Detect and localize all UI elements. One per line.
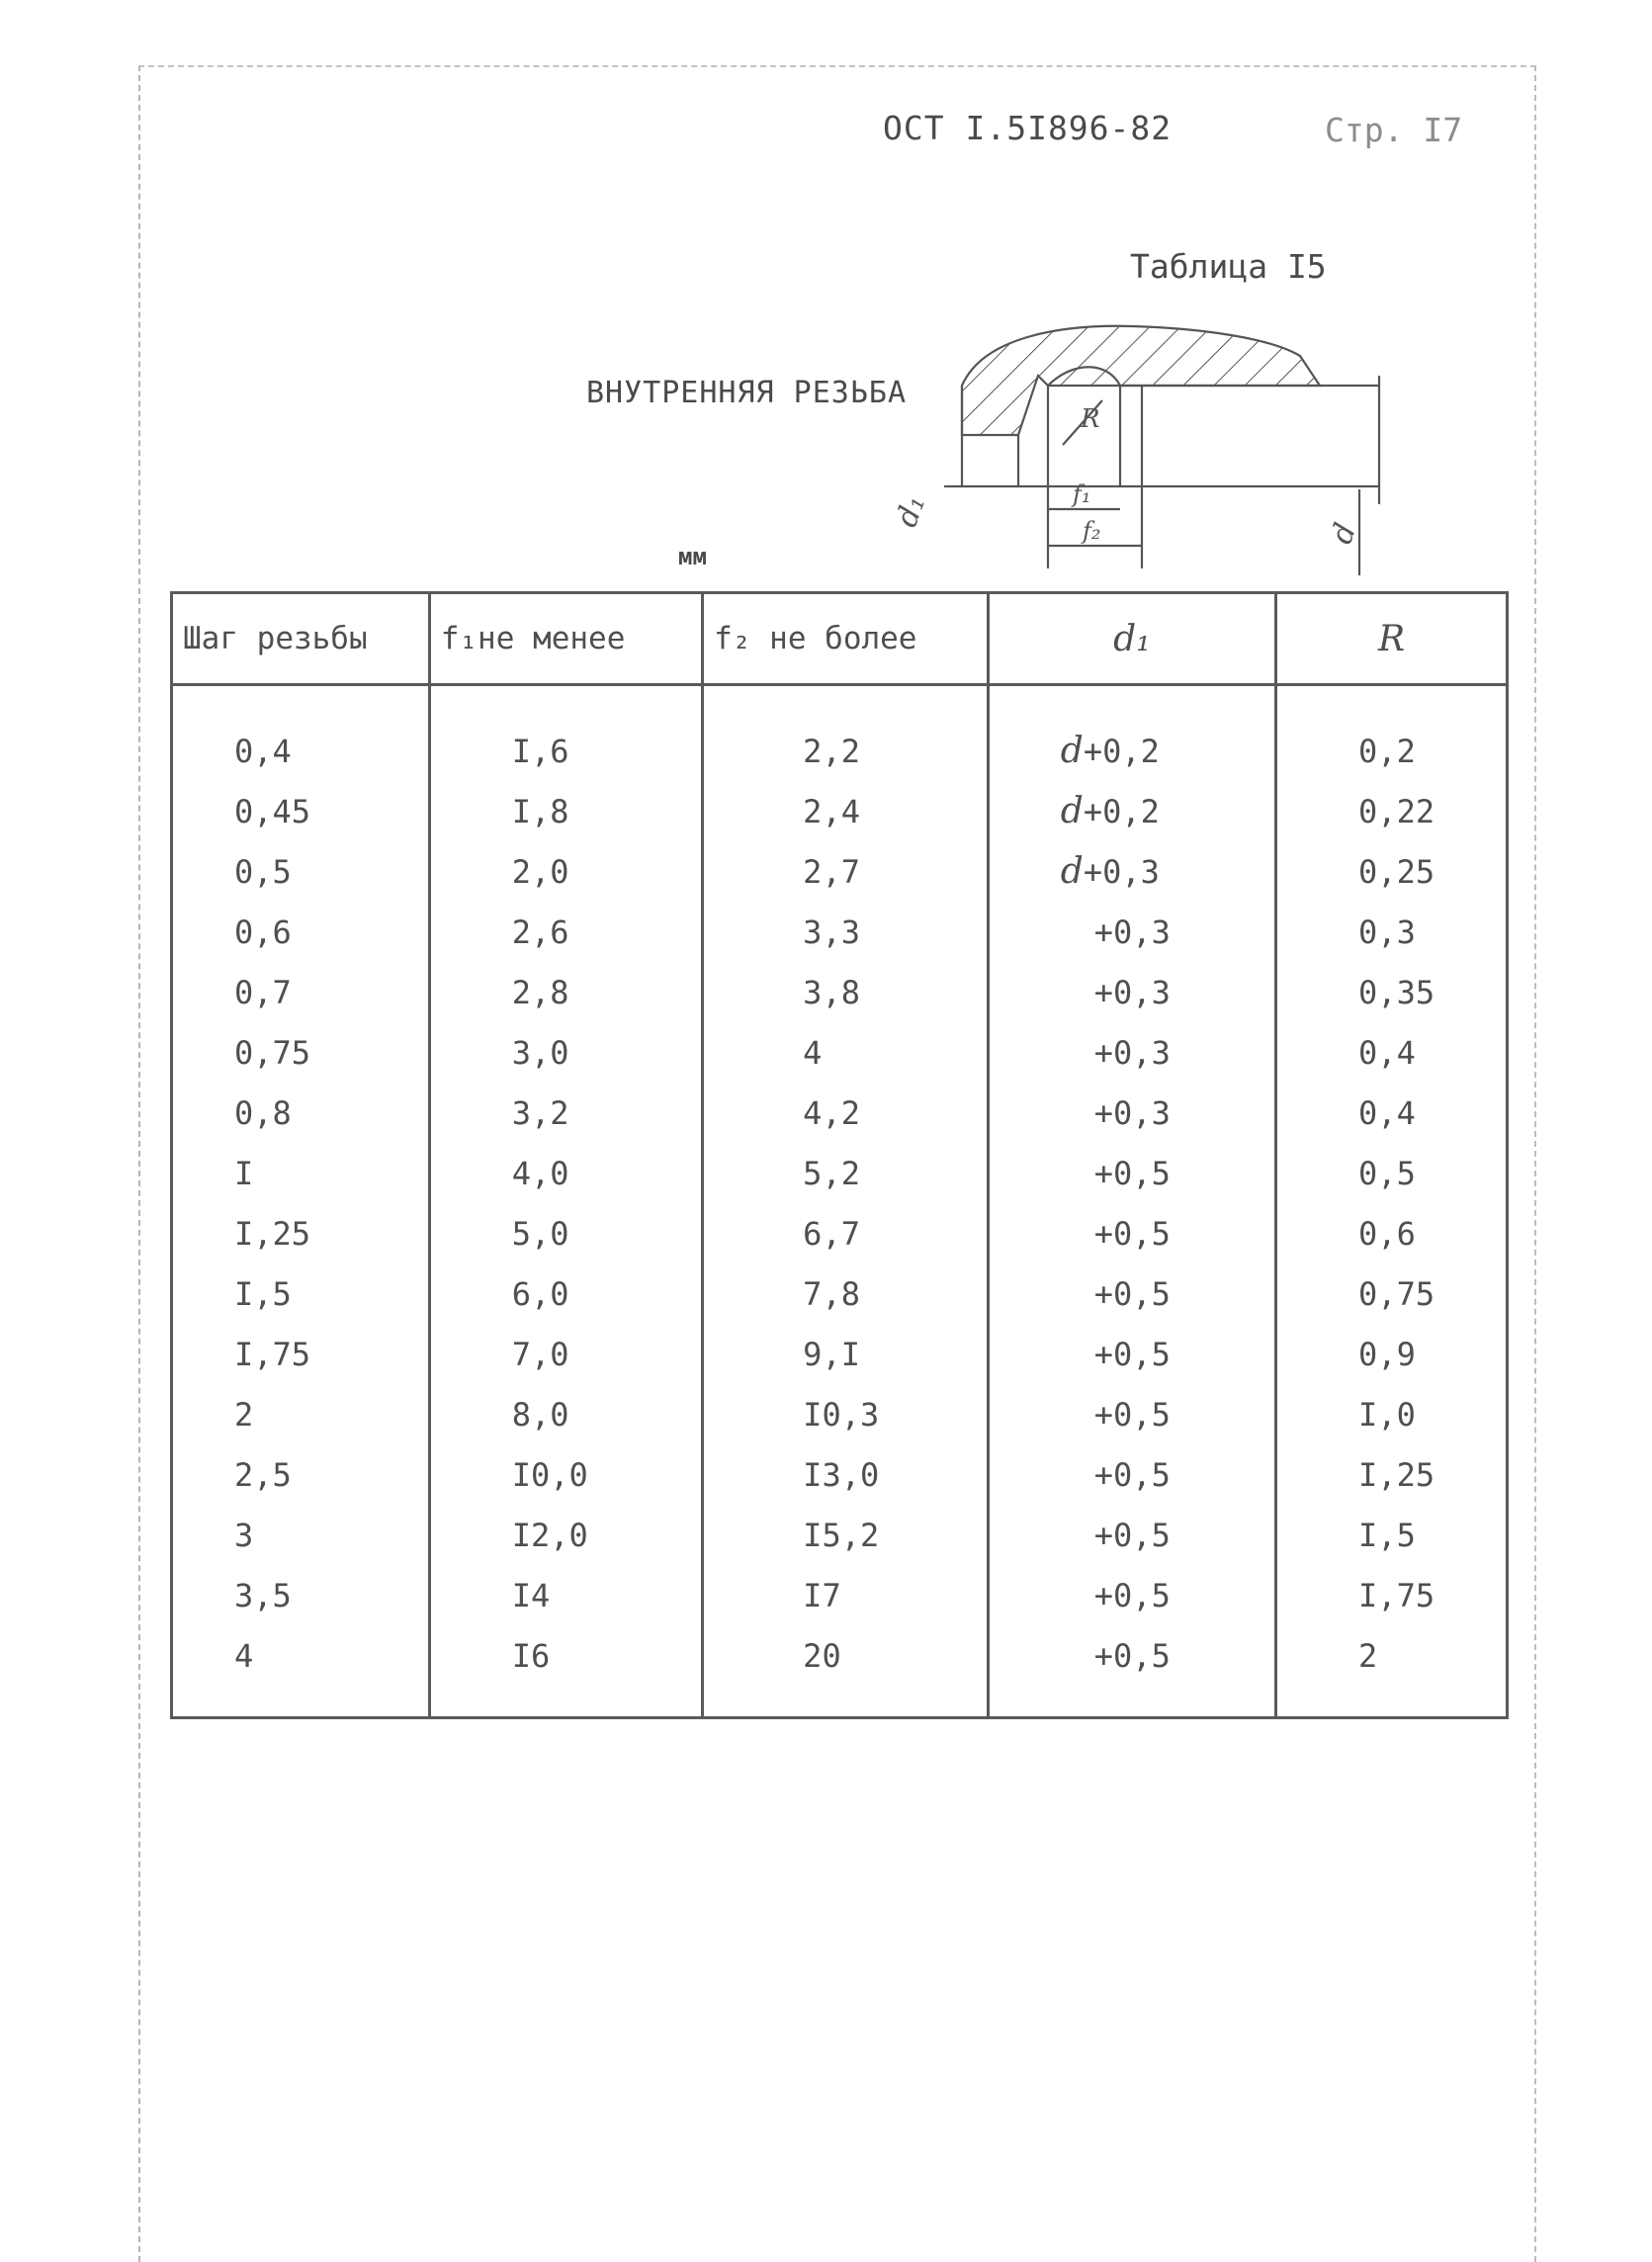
table-row [172, 962, 1508, 1022]
cell-d1-symbol: d [1060, 791, 1084, 831]
cell-pitch: 0,6 [172, 902, 430, 962]
cell-f2: 20 [703, 1625, 989, 1718]
cell-d1-value: +0,3 [1093, 1033, 1171, 1072]
cell-r: I,0 [1276, 1384, 1508, 1444]
cell-f1: 2,0 [429, 841, 702, 902]
dim-f2-label: f₂ [1083, 517, 1101, 545]
cell-d1-value: +0,3 [1093, 973, 1171, 1011]
cell-pitch: 0,7 [172, 962, 430, 1022]
cell-r: 0,22 [1276, 781, 1508, 841]
cell-d1-value: +0,3 [1093, 913, 1171, 951]
cell-pitch: 3 [172, 1505, 430, 1565]
cell-pitch: 0,45 [172, 781, 430, 841]
table-title: Таблица I5 [1130, 247, 1327, 286]
cell-r: 0,5 [1276, 1143, 1508, 1203]
cell-f1: 6,0 [429, 1263, 702, 1324]
header-d1 [988, 593, 1275, 685]
dim-d1-label: d₁ [889, 490, 933, 532]
cell-f1: I4 [429, 1565, 702, 1625]
cell-d1 [988, 841, 1275, 902]
cell-r: 0,4 [1276, 1022, 1508, 1083]
cell-f2: I0,3 [703, 1384, 989, 1444]
table-row [172, 1324, 1508, 1384]
cell-d1-value: +0,2 [1083, 733, 1160, 770]
cell-r: 2 [1276, 1625, 1508, 1718]
cell-d1-value: +0,3 [1093, 1093, 1171, 1132]
cell-r: I,25 [1276, 1444, 1508, 1505]
table-row [172, 1083, 1508, 1143]
cell-d1-value: +0,5 [1093, 1214, 1171, 1253]
cell-r: 0,25 [1276, 841, 1508, 902]
cell-f2: 2,7 [703, 841, 989, 902]
cell-r: 0,9 [1276, 1324, 1508, 1384]
table-row [172, 685, 1508, 782]
cell-pitch: I,25 [172, 1203, 430, 1263]
cell-d1 [988, 1143, 1275, 1203]
cell-f1: I,6 [429, 685, 702, 782]
cell-d1 [988, 962, 1275, 1022]
table-row [172, 781, 1508, 841]
cell-f2: 4 [703, 1022, 989, 1083]
cell-f2: I3,0 [703, 1444, 989, 1505]
drawing-label: ВНУТРЕННЯЯ РЕЗЬБА [586, 376, 908, 410]
cell-pitch: I,75 [172, 1324, 430, 1384]
table-row [172, 1203, 1508, 1263]
cell-d1 [988, 1203, 1275, 1263]
table-row [172, 1625, 1508, 1718]
cell-f2: 6,7 [703, 1203, 989, 1263]
table-body [172, 685, 1508, 1718]
cell-f1: 3,2 [429, 1083, 702, 1143]
header-r [1276, 593, 1508, 685]
cell-d1 [988, 1263, 1275, 1324]
cell-r: 0,6 [1276, 1203, 1508, 1263]
cell-pitch: 0,8 [172, 1083, 430, 1143]
table-row [172, 1263, 1508, 1324]
cell-d1 [988, 1083, 1275, 1143]
cell-d1 [988, 685, 1275, 782]
cell-d1-value: +0,5 [1093, 1516, 1171, 1554]
cell-r: 0,75 [1276, 1263, 1508, 1324]
cell-pitch: I [172, 1143, 430, 1203]
dim-d-label: d [1324, 518, 1364, 549]
header-d1-label: d₁ [1113, 618, 1151, 659]
table-row [172, 1444, 1508, 1505]
header-pitch: Шаг резьбы [172, 593, 430, 685]
table-row [172, 902, 1508, 962]
cell-d1 [988, 781, 1275, 841]
cell-pitch: 0,4 [172, 685, 430, 782]
table-row [172, 1384, 1508, 1444]
thread-dimensions-table [170, 591, 1509, 1719]
cell-d1-symbol: d [1060, 731, 1084, 771]
cell-r: 0,2 [1276, 685, 1508, 782]
units-label: мм [678, 543, 707, 570]
cell-d1 [988, 902, 1275, 962]
table-row [172, 1505, 1508, 1565]
cell-f2: 5,2 [703, 1143, 989, 1203]
cell-r: I,5 [1276, 1505, 1508, 1565]
cell-f1: I6 [429, 1625, 702, 1718]
cell-d1 [988, 1384, 1275, 1444]
cell-f1: 3,0 [429, 1022, 702, 1083]
cell-f2: I5,2 [703, 1505, 989, 1565]
table-row [172, 1565, 1508, 1625]
dim-r-label: R [1081, 404, 1100, 434]
document-code: ОСТ I.5I896-82 [883, 109, 1173, 147]
header-f1: f₁не менее [429, 593, 702, 685]
cell-f2: 4,2 [703, 1083, 989, 1143]
cell-pitch: 0,5 [172, 841, 430, 902]
cell-d1 [988, 1022, 1275, 1083]
cell-f1: 5,0 [429, 1203, 702, 1263]
dim-f1-label: f₁ [1073, 480, 1091, 508]
cell-r: 0,4 [1276, 1083, 1508, 1143]
cell-f1: 8,0 [429, 1384, 702, 1444]
cell-d1 [988, 1505, 1275, 1565]
cell-f1: I0,0 [429, 1444, 702, 1505]
cell-d1-value: +0,2 [1083, 793, 1160, 830]
cell-d1-value: +0,5 [1093, 1576, 1171, 1614]
cell-pitch: 2 [172, 1384, 430, 1444]
cell-pitch: I,5 [172, 1263, 430, 1324]
cell-f2: 7,8 [703, 1263, 989, 1324]
cell-pitch: 3,5 [172, 1565, 430, 1625]
table-row [172, 1022, 1508, 1083]
cell-f1: 4,0 [429, 1143, 702, 1203]
cell-f1: 2,6 [429, 902, 702, 962]
cell-f1: 2,8 [429, 962, 702, 1022]
cell-f2: 2,2 [703, 685, 989, 782]
cell-f1: 7,0 [429, 1324, 702, 1384]
cell-d1-symbol: d [1060, 851, 1084, 892]
cell-f1: I,8 [429, 781, 702, 841]
thread-undercut-drawing [889, 316, 1409, 583]
cell-d1-value: +0,5 [1093, 1636, 1171, 1675]
cell-d1-value: +0,5 [1093, 1154, 1171, 1192]
cell-d1 [988, 1324, 1275, 1384]
cell-d1-value: +0,5 [1093, 1395, 1171, 1434]
cell-d1 [988, 1565, 1275, 1625]
table-row [172, 1143, 1508, 1203]
cell-pitch: 2,5 [172, 1444, 430, 1505]
cell-pitch: 0,75 [172, 1022, 430, 1083]
header-r-label: R [1377, 618, 1406, 659]
cell-d1-value: +0,5 [1093, 1335, 1171, 1373]
cell-f2: 3,3 [703, 902, 989, 962]
cell-d1 [988, 1444, 1275, 1505]
cell-d1-value: +0,5 [1093, 1455, 1171, 1494]
cell-d1 [988, 1625, 1275, 1718]
page-number: Стр. I7 [1325, 111, 1463, 149]
cell-f2: 3,8 [703, 962, 989, 1022]
header-f2: f₂ не более [703, 593, 989, 685]
cell-f2: 9,I [703, 1324, 989, 1384]
cell-r: 0,3 [1276, 902, 1508, 962]
cell-f2: I7 [703, 1565, 989, 1625]
cell-pitch: 4 [172, 1625, 430, 1718]
cell-d1-value: +0,5 [1093, 1274, 1171, 1313]
cell-f2: 2,4 [703, 781, 989, 841]
cell-r: I,75 [1276, 1565, 1508, 1625]
table-header-row [172, 593, 1508, 685]
cell-f1: I2,0 [429, 1505, 702, 1565]
cell-d1-value: +0,3 [1083, 853, 1160, 891]
cell-r: 0,35 [1276, 962, 1508, 1022]
table-row [172, 841, 1508, 902]
